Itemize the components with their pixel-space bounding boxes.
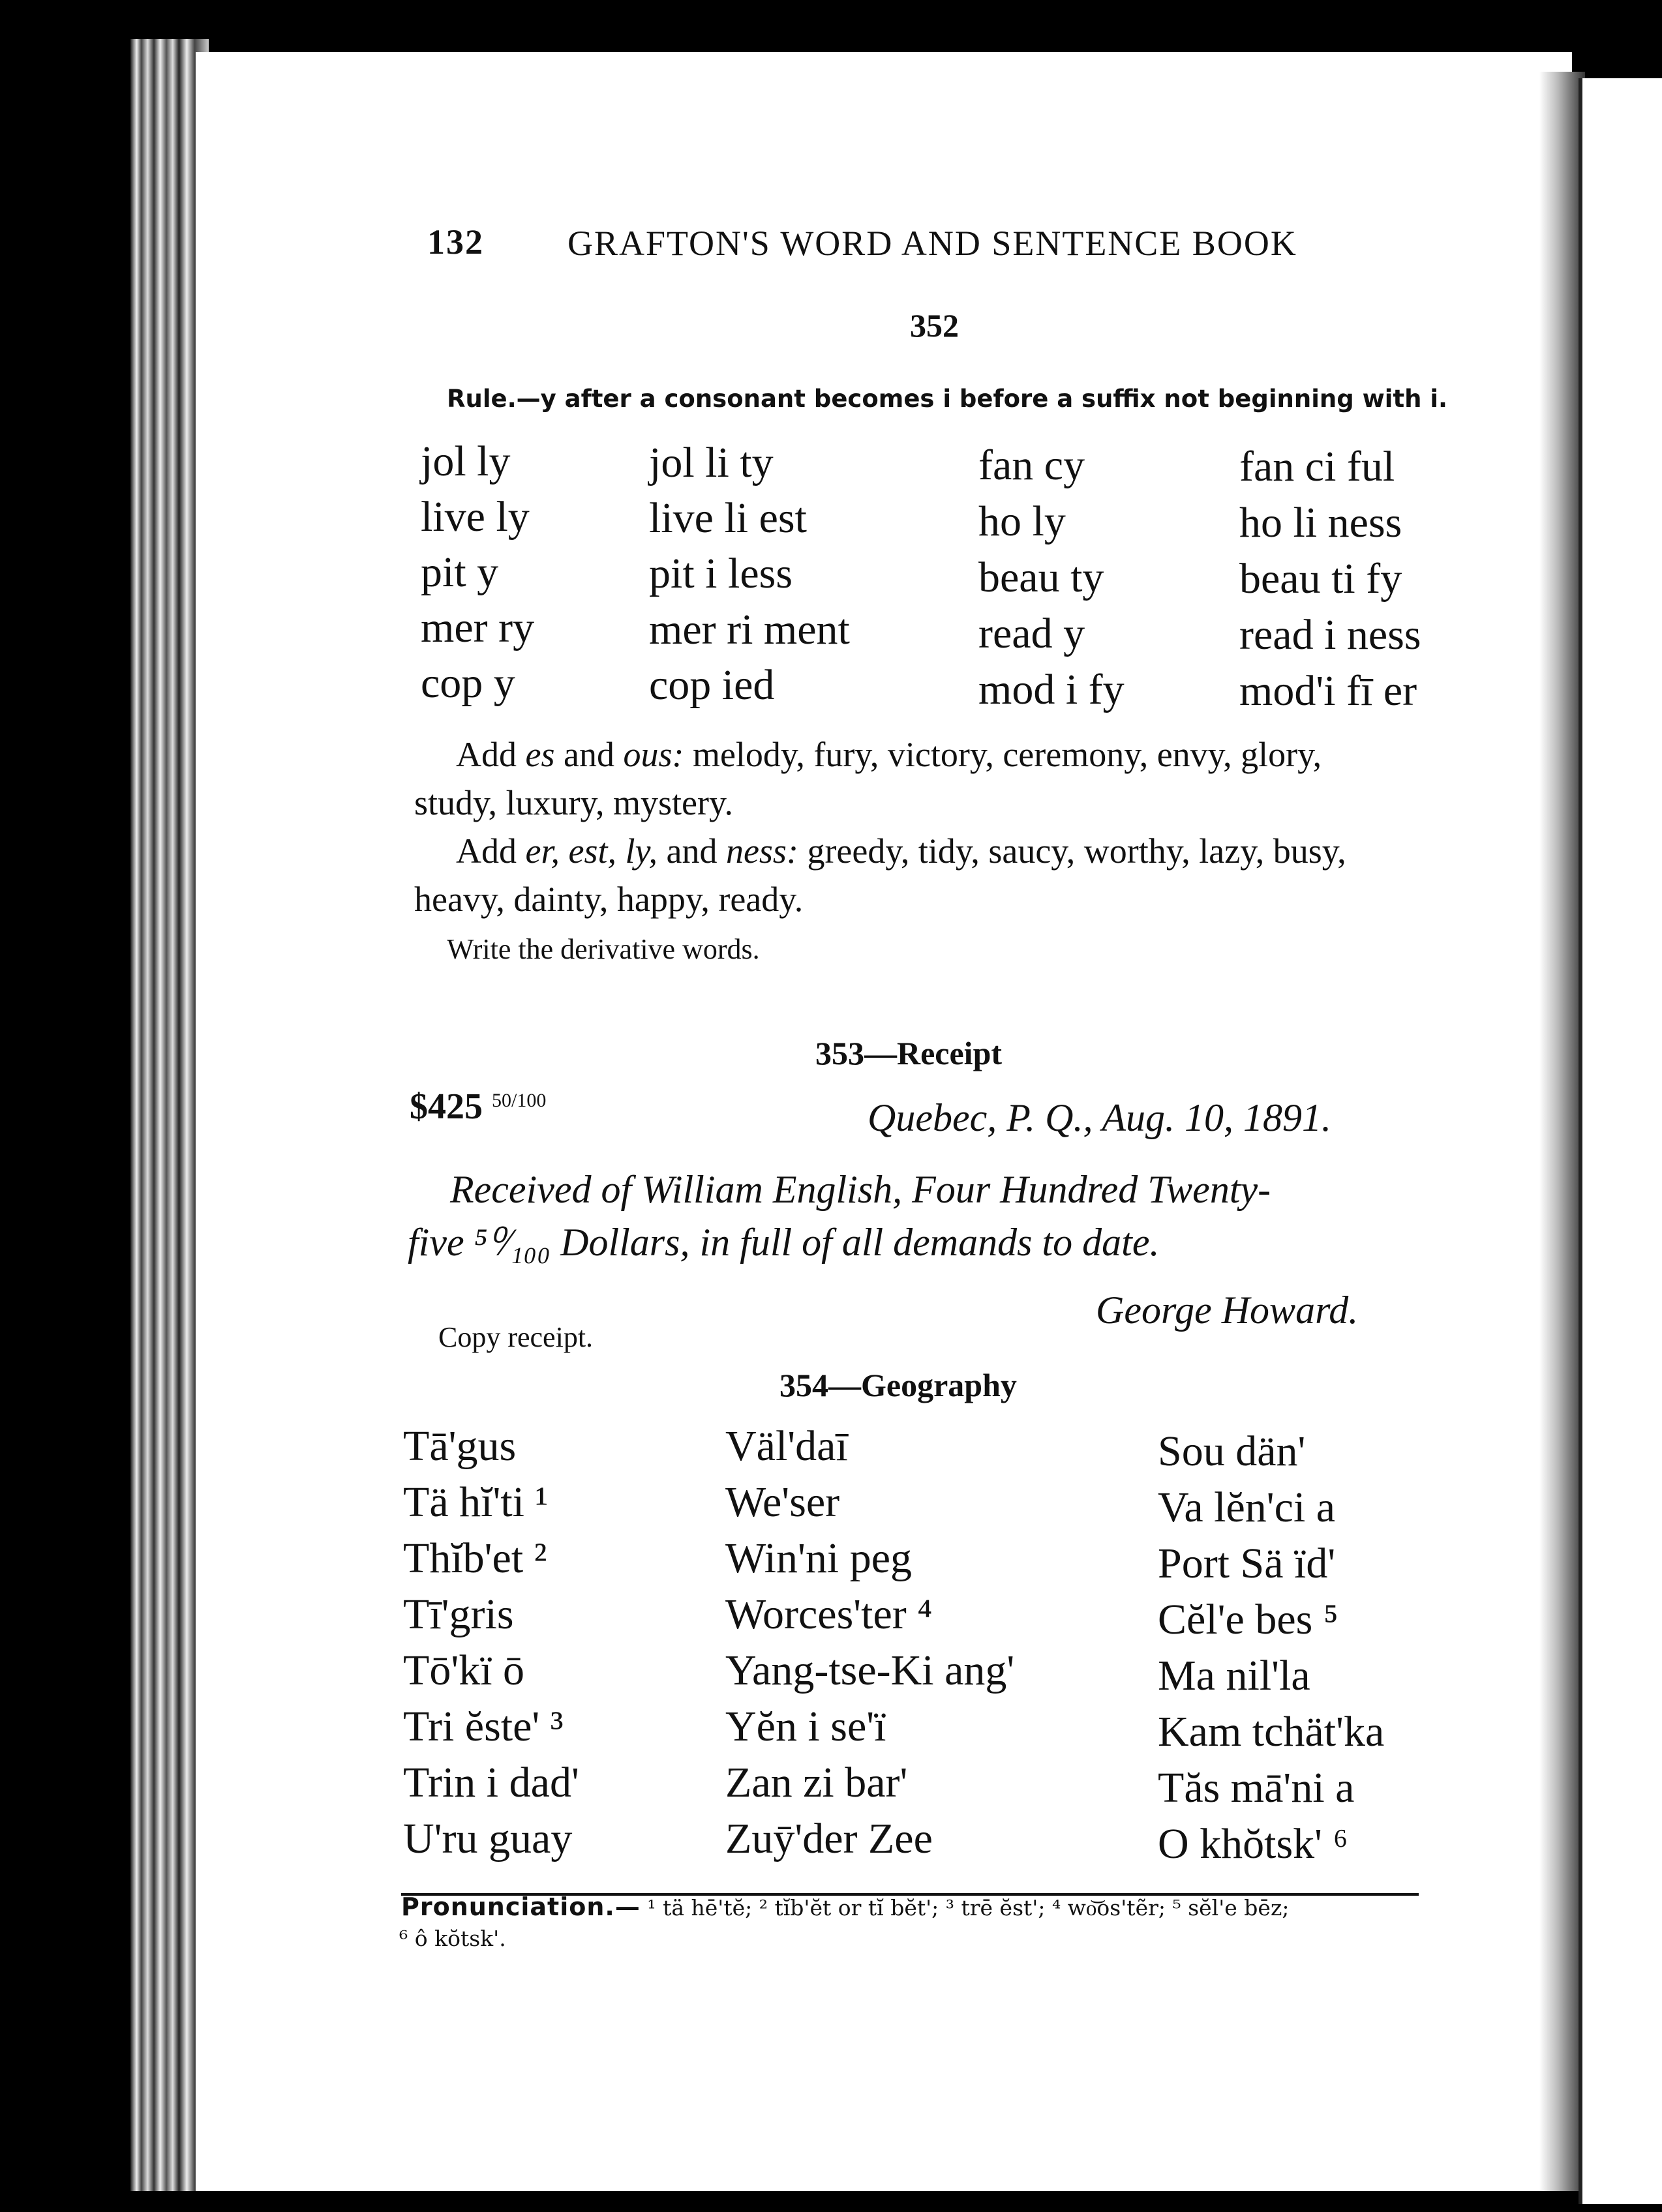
place-name: Tä hĭ'ti ¹ [403,1478,549,1526]
place-name: Worces'ter ⁴ [725,1591,933,1638]
place-name: Ma nil'la [1158,1652,1310,1699]
amount-dollars: $425 [410,1086,483,1127]
pronunciation-line-2: ⁶ ô kŏtsk'. [399,1926,506,1951]
word-cell: live ly [421,493,530,541]
place-name: Tō'kï ō [403,1647,525,1694]
word-cell: pit i less [649,550,793,597]
word-cell: ho li ness [1239,499,1402,546]
place-name: We'ser [725,1478,840,1526]
place-name: Va lĕn'ci a [1158,1484,1336,1531]
place-name: O khŏtsk' ⁶ [1158,1820,1348,1868]
place-name: Tā'gus [403,1422,517,1470]
geography-column-1 [403,1418,579,1867]
instruction-derivative: Write the derivative words. [447,933,760,965]
word-list: melody, fury, victory, ceremony, envy, glory, study, luxury, mystery. [414,735,1322,822]
instruction-copy-receipt: Copy receipt. [438,1321,594,1353]
word-cell: fan ci ful [1239,443,1395,490]
place-name: Port Sä ïd' [1158,1540,1336,1587]
place-name: Zuȳ'der Zee [725,1815,933,1862]
word-cell: mer ry [421,604,535,651]
suffix-list: er, est, ly, [525,831,657,871]
receipt-signature: George Howard. [1096,1289,1359,1332]
place-name: Tăs mā'ni a [1158,1764,1355,1812]
word-cell: read i ness [1239,611,1421,659]
section-353-heading: 353—Receipt [815,1035,1003,1071]
place-name: U'ru guay [403,1815,573,1862]
suffix-list: ous: [623,735,684,774]
word-cell: fan cy [978,441,1085,489]
place-name: Sou dän' [1158,1427,1306,1475]
place-name: Tri ĕste' ³ [403,1703,564,1750]
place-name: Yĕn i se'ï [725,1703,886,1750]
word-cell: mer ri ment [649,606,850,653]
receipt-place-date: Quebec, P. Q., Aug. 10, 1891. [868,1096,1332,1139]
word-cell: mod i fy [978,666,1125,713]
section-354-heading: 354—Geography [779,1367,1017,1403]
para-conj: and [666,831,718,871]
place-name: Trin i dad' [403,1759,579,1806]
place-name: Win'ni peg [725,1534,913,1582]
section-352-number: 352 [910,307,959,344]
place-name: Yang-tse-Ki ang' [725,1647,1015,1694]
place-name: Väl'daī [725,1422,848,1470]
para-conj: and [563,735,614,774]
receipt-body-line-2: five ⁵⁰⁄₁₀₀ Dollars, in full of all demands to date. [408,1221,1160,1264]
word-cell: read y [978,610,1085,657]
word-cell: beau ti fy [1239,555,1402,603]
facing-page-edge [1579,78,1662,2204]
page-number: 132 [427,222,484,262]
suffix-list: ness: [725,831,798,871]
place-name: Zan zi bar' [725,1759,908,1806]
spelling-rule: Rule.—y after a consonant becomes i before a suffix not beginning with i. [447,385,1448,413]
exercise-paragraph-2 [414,827,1412,923]
word-cell: pit y [421,548,499,596]
para-lead: Add [456,831,517,871]
receipt-amount [410,1086,546,1128]
word-list: greedy, tidy, saucy, worthy, lazy, busy, heavy, dainty, happy, ready. [414,831,1346,919]
amount-cents: 50/100 [492,1090,547,1111]
word-cell: beau ty [978,554,1104,601]
pronunciation-note [401,1892,1289,1921]
word-cell: cop ied [649,661,775,709]
running-title: GRAFTON'S WORD AND SENTENCE BOOK [567,224,1297,263]
pronunciation-label: Pronunciation.— [401,1892,641,1921]
place-name: Kam tchät'ka [1158,1708,1385,1756]
word-cell: cop y [421,659,515,707]
word-cell: jol li ty [649,439,774,486]
pronunciation-line-1: ¹ tä hē'tĕ; ² tĭb'ĕt or tĭ bĕt'; ³ trē ĕst'; ⁴ wo͝os'tẽr; ⁵ sĕl'e bēz; [647,1895,1290,1921]
geography-column-3 [1158,1424,1384,1872]
para-lead: Add [456,735,517,774]
word-cell: ho ly [978,498,1066,545]
word-cell: live li est [649,494,807,542]
suffix-list: es [525,735,555,774]
word-cell: mod'i fī er [1239,667,1417,715]
place-name: Cĕl'e bes ⁵ [1158,1596,1338,1643]
receipt-body-line-1: Received of William English, Four Hundred Twenty- [450,1168,1271,1211]
place-name: Thĭb'et ² [403,1534,547,1582]
place-name: Tī'gris [403,1591,514,1638]
word-cell: jol ly [421,438,511,485]
exercise-paragraph-1 [414,730,1412,827]
geography-column-2 [725,1418,1014,1867]
